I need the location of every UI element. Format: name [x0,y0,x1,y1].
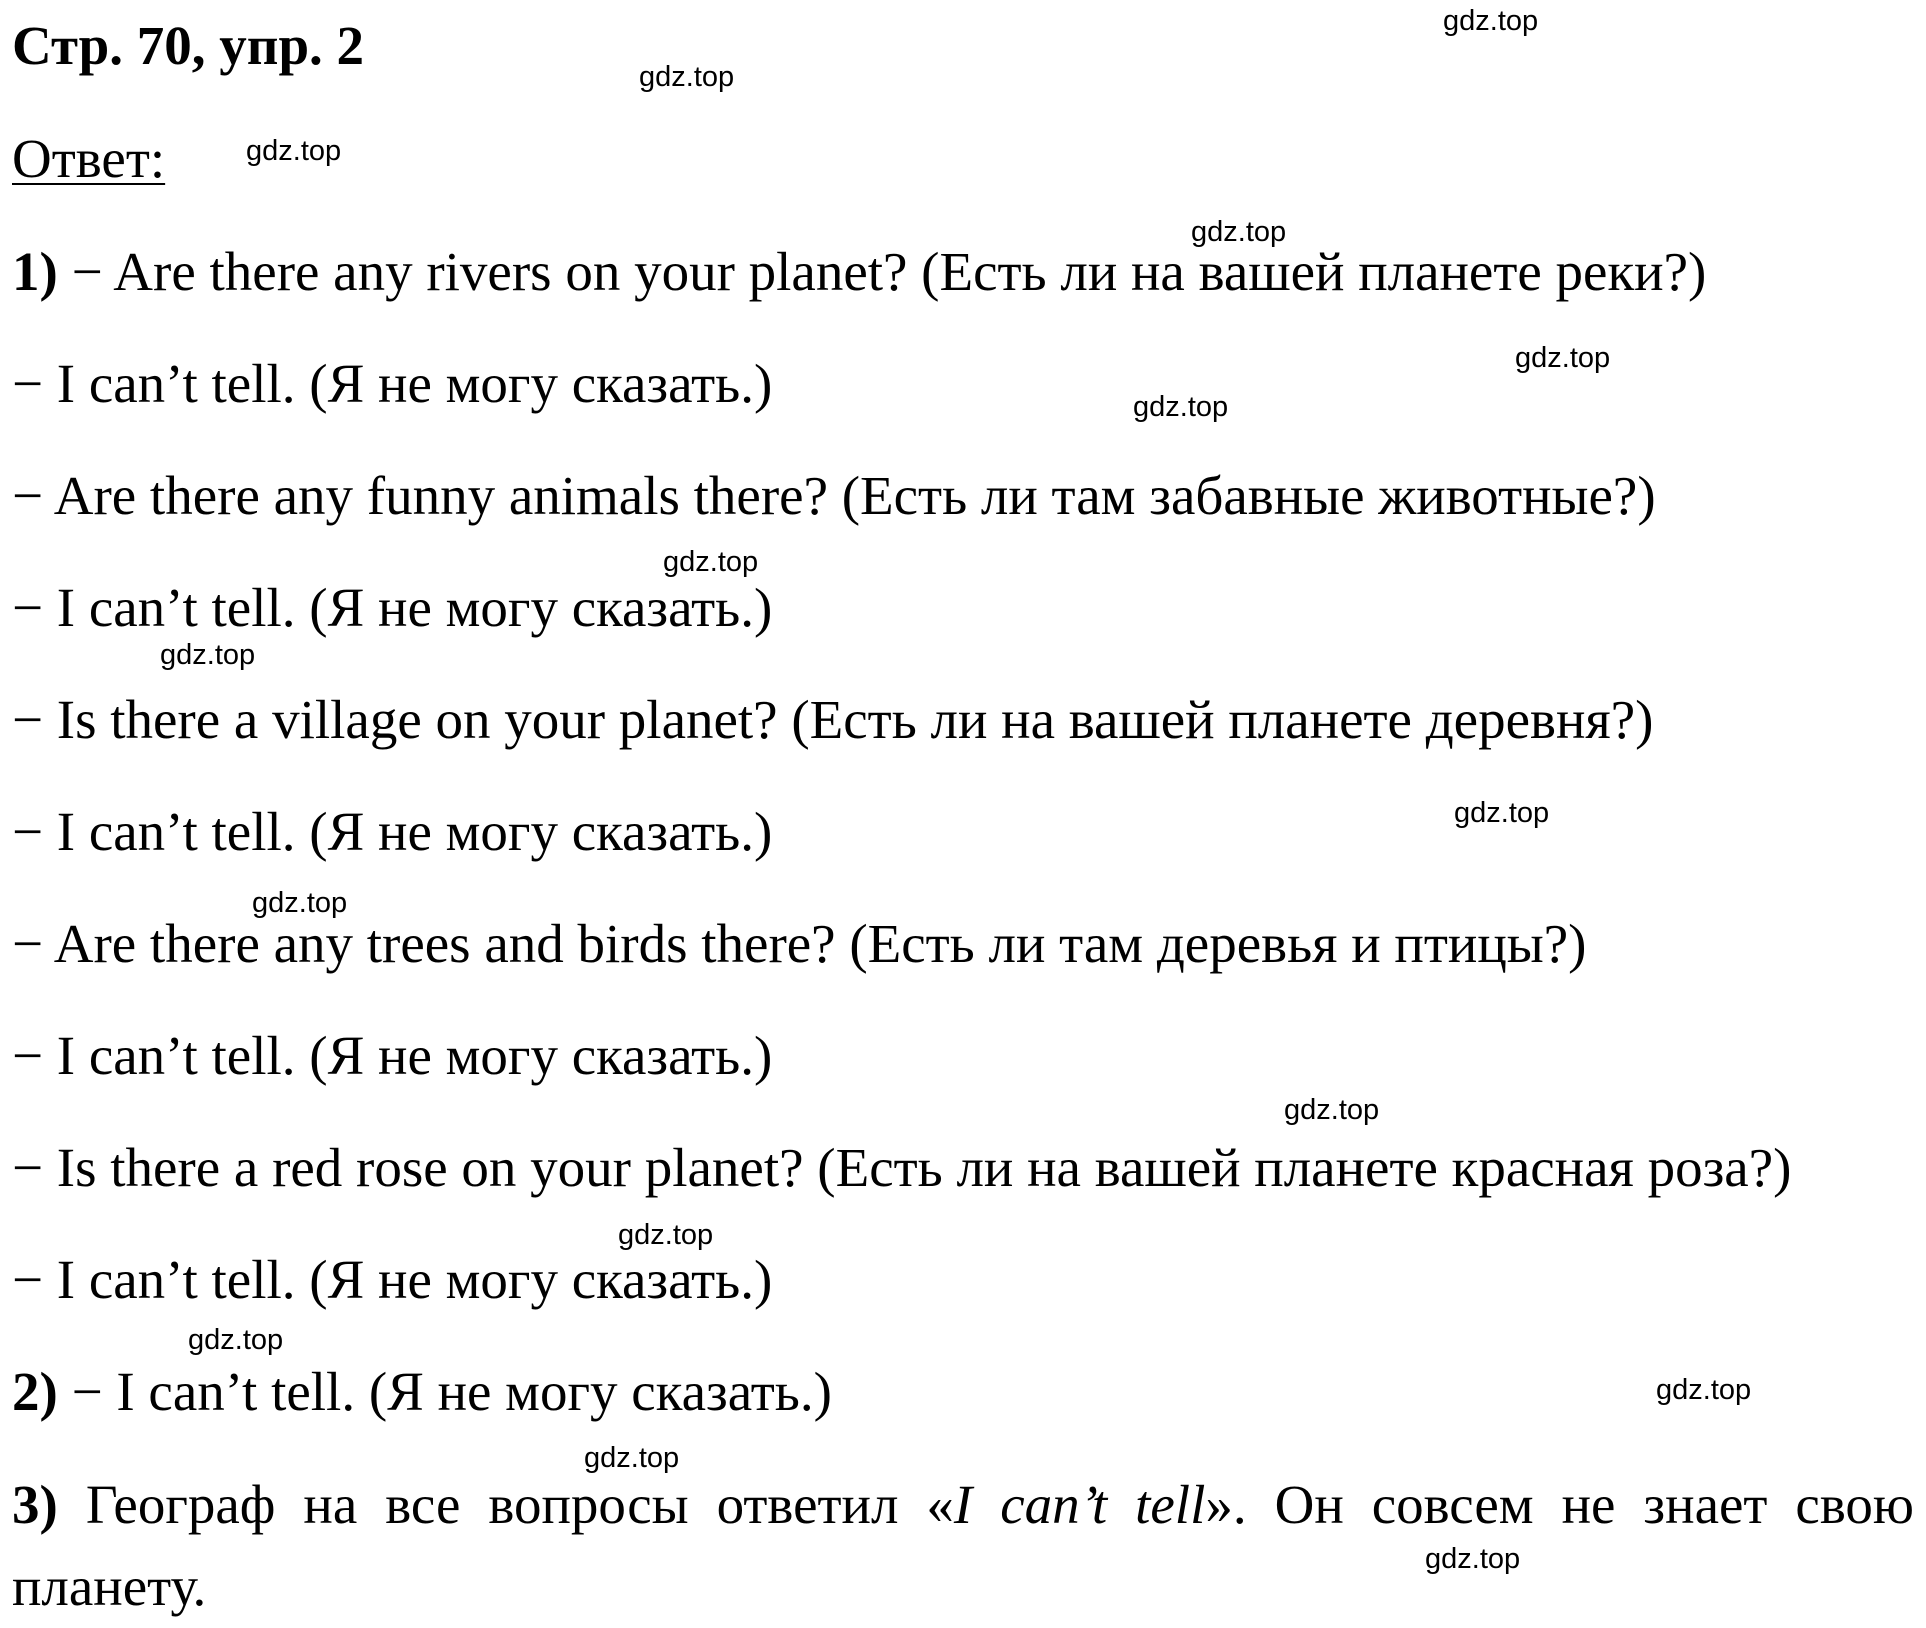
item-4 [12,576,772,640]
item-text: − I can’t tell. (Я не могу сказать.) [12,577,773,638]
item-2 [12,352,772,416]
watermark: gdz.top [1515,342,1611,374]
item-8 [12,1024,772,1088]
conclusion-number: 3) [12,1474,58,1535]
watermark: gdz.top [584,1442,680,1474]
conclusion-text-after: ». Он совсем не знает свою планету. [12,1474,1914,1617]
item-text: − I can’t tell. (Я не могу сказать.) [12,801,773,862]
page-title: Стр. 70, упр. 2 [12,15,365,76]
item-1 [12,240,1706,304]
item-9 [12,1136,1791,1200]
conclusion-text-before: Географ на все вопросы ответил « [57,1474,954,1535]
watermark: gdz.top [663,546,759,578]
item-text: − I can’t tell. (Я не могу сказать.) [12,353,773,414]
item-text: − Are there any trees and birds there? (Есть ли там деревья и птицы?) [12,913,1587,974]
watermark: gdz.top [1284,1094,1380,1126]
item-6 [12,800,772,864]
item-number: 2) [12,1361,58,1422]
watermark: gdz.top [1133,391,1229,423]
conclusion-quote: I can’t tell [953,1474,1206,1535]
item-3 [12,464,1656,528]
watermark: gdz.top [639,61,735,93]
watermark: gdz.top [1191,216,1287,248]
watermark: gdz.top [618,1219,714,1251]
conclusion-paragraph [12,1464,1914,1628]
item-text: − Are there any funny animals there? (Есть ли там забавные животные?) [12,465,1656,526]
watermark: gdz.top [1443,5,1539,37]
item-7 [12,912,1586,976]
watermark: gdz.top [1425,1543,1521,1575]
item-5 [12,688,1653,752]
item-10 [12,1248,772,1312]
item-text: − Is there a red rose on your planet? (Есть ли на вашей планете красная роза?) [12,1137,1792,1198]
watermark: gdz.top [188,1324,284,1356]
answer-label: Ответ: [12,128,166,189]
watermark: gdz.top [246,135,342,167]
watermark: gdz.top [1656,1374,1752,1406]
item-text: − I can’t tell. (Я не могу сказать.) [12,1249,773,1310]
watermark: gdz.top [252,887,348,919]
watermark: gdz.top [160,639,256,671]
watermark: gdz.top [1454,797,1550,829]
item-text: − I can’t tell. (Я не могу сказать.) [12,1025,773,1086]
item-text: − Is there a village on your planet? (Есть ли на вашей планете деревня?) [12,689,1654,750]
item-text: − Are there any rivers on your planet? (Есть ли на вашей планете реки?) [57,241,1707,302]
item-text: − I can’t tell. (Я не могу сказать.) [57,1361,832,1422]
item-11 [12,1360,832,1424]
item-number: 1) [12,241,58,302]
